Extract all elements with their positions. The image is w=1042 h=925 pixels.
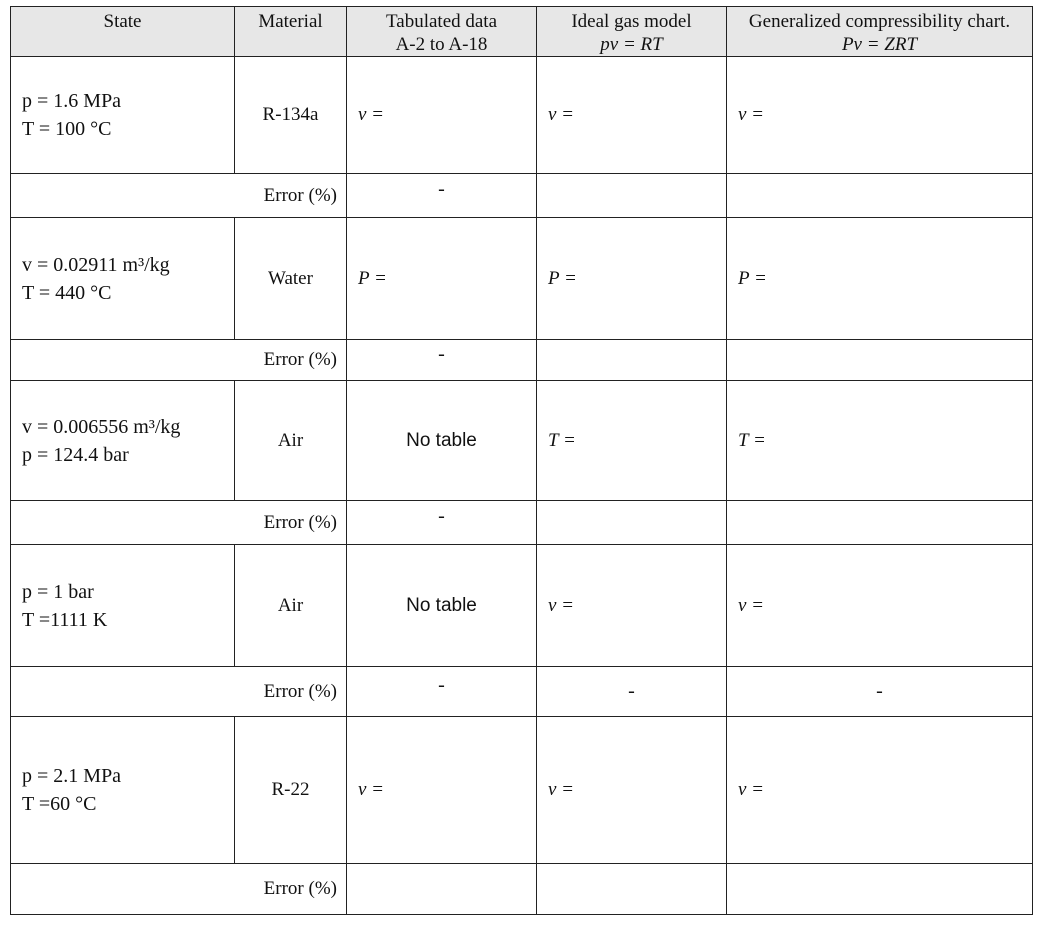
header-tabulated (347, 7, 537, 57)
error-tabulated-cell: - (347, 340, 537, 381)
ideal-gas-cell[interactable]: v = (537, 545, 727, 667)
error-ideal-cell[interactable] (537, 174, 727, 218)
error-label: Error (%) (11, 340, 347, 381)
header-ideal-gas (537, 7, 727, 57)
tabulated-cell: No table (347, 381, 537, 501)
ideal-gas-cell[interactable]: P = (537, 218, 727, 340)
state-line-1: v = 0.02911 m³/kg (22, 253, 170, 276)
state-cell (11, 381, 235, 501)
error-tabulated-cell: - (347, 174, 537, 218)
error-ideal-cell[interactable] (537, 864, 727, 915)
header-tabulated-line2: A-2 to A-18 (395, 34, 488, 55)
material-cell: Water (235, 218, 347, 340)
error-compress-cell[interactable] (727, 340, 1033, 381)
state-line-1: p = 1 bar (22, 580, 94, 603)
state-line-1: p = 1.6 MPa (22, 90, 122, 112)
state-line-2: p = 124.4 bar (22, 443, 129, 466)
ideal-gas-cell[interactable]: v = (537, 57, 727, 174)
error-label: Error (%) (11, 174, 347, 218)
header-comp-line1: Generalized compressibility chart. (748, 11, 1011, 32)
tabulated-cell[interactable]: v = (347, 717, 537, 864)
error-ideal-cell[interactable] (537, 340, 727, 381)
property-comparison-table (10, 6, 1033, 915)
state-line-1: v = 0.006556 m³/kg (22, 415, 181, 438)
error-row-3 (11, 501, 1033, 545)
state-row-5 (11, 717, 1033, 864)
state-cell (11, 218, 235, 340)
header-comp-formula: Pv = ZRT (841, 34, 918, 55)
compressibility-cell[interactable]: v = (727, 717, 1033, 864)
header-state: State (11, 7, 235, 57)
state-row-4 (11, 545, 1033, 667)
state-row-2 (11, 218, 1033, 340)
tabulated-cell[interactable]: v = (347, 57, 537, 174)
state-cell (11, 717, 235, 864)
error-label: Error (%) (11, 864, 347, 915)
material-cell: R-134a (235, 57, 347, 174)
error-ideal-cell: - (537, 667, 727, 717)
state-line-2: T = 440 °C (22, 281, 112, 304)
ideal-gas-cell[interactable]: T = (537, 381, 727, 501)
compressibility-cell[interactable]: v = (727, 57, 1033, 174)
error-ideal-cell[interactable] (537, 501, 727, 545)
error-compress-cell: - (727, 667, 1033, 717)
error-row-5 (11, 864, 1033, 915)
error-tabulated-cell: - (347, 667, 537, 717)
state-cell (11, 57, 235, 174)
material-cell: Air (235, 545, 347, 667)
error-row-2 (11, 340, 1033, 381)
error-label: Error (%) (11, 667, 347, 717)
state-line-2: T = 100 °C (22, 118, 112, 140)
error-compress-cell[interactable] (727, 864, 1033, 915)
header-compressibility (727, 7, 1033, 57)
error-row-1 (11, 174, 1033, 218)
header-tabulated-line1: Tabulated data (385, 11, 498, 32)
error-label: Error (%) (11, 501, 347, 545)
header-ideal-line1: Ideal gas model (571, 11, 692, 32)
compressibility-cell[interactable]: T = (727, 381, 1033, 501)
state-line-2: T =1111 K (22, 608, 108, 631)
state-row-1 (11, 57, 1033, 174)
state-line-1: p = 2.1 MPa (22, 765, 122, 787)
error-tabulated-cell[interactable] (347, 864, 537, 915)
error-tabulated-cell: - (347, 501, 537, 545)
error-row-4 (11, 667, 1033, 717)
material-cell: R-22 (235, 717, 347, 864)
compressibility-cell[interactable]: v = (727, 545, 1033, 667)
ideal-gas-cell[interactable]: v = (537, 717, 727, 864)
header-row (11, 7, 1033, 57)
state-row-3 (11, 381, 1033, 501)
header-material: Material (235, 7, 347, 57)
tabulated-cell[interactable]: P = (347, 218, 537, 340)
state-cell (11, 545, 235, 667)
header-ideal-formula: pv = RT (600, 34, 663, 55)
error-compress-cell[interactable] (727, 501, 1033, 545)
tabulated-cell: No table (347, 545, 537, 667)
compressibility-cell[interactable]: P = (727, 218, 1033, 340)
error-compress-cell[interactable] (727, 174, 1033, 218)
state-line-2: T =60 °C (22, 793, 97, 815)
material-cell: Air (235, 381, 347, 501)
